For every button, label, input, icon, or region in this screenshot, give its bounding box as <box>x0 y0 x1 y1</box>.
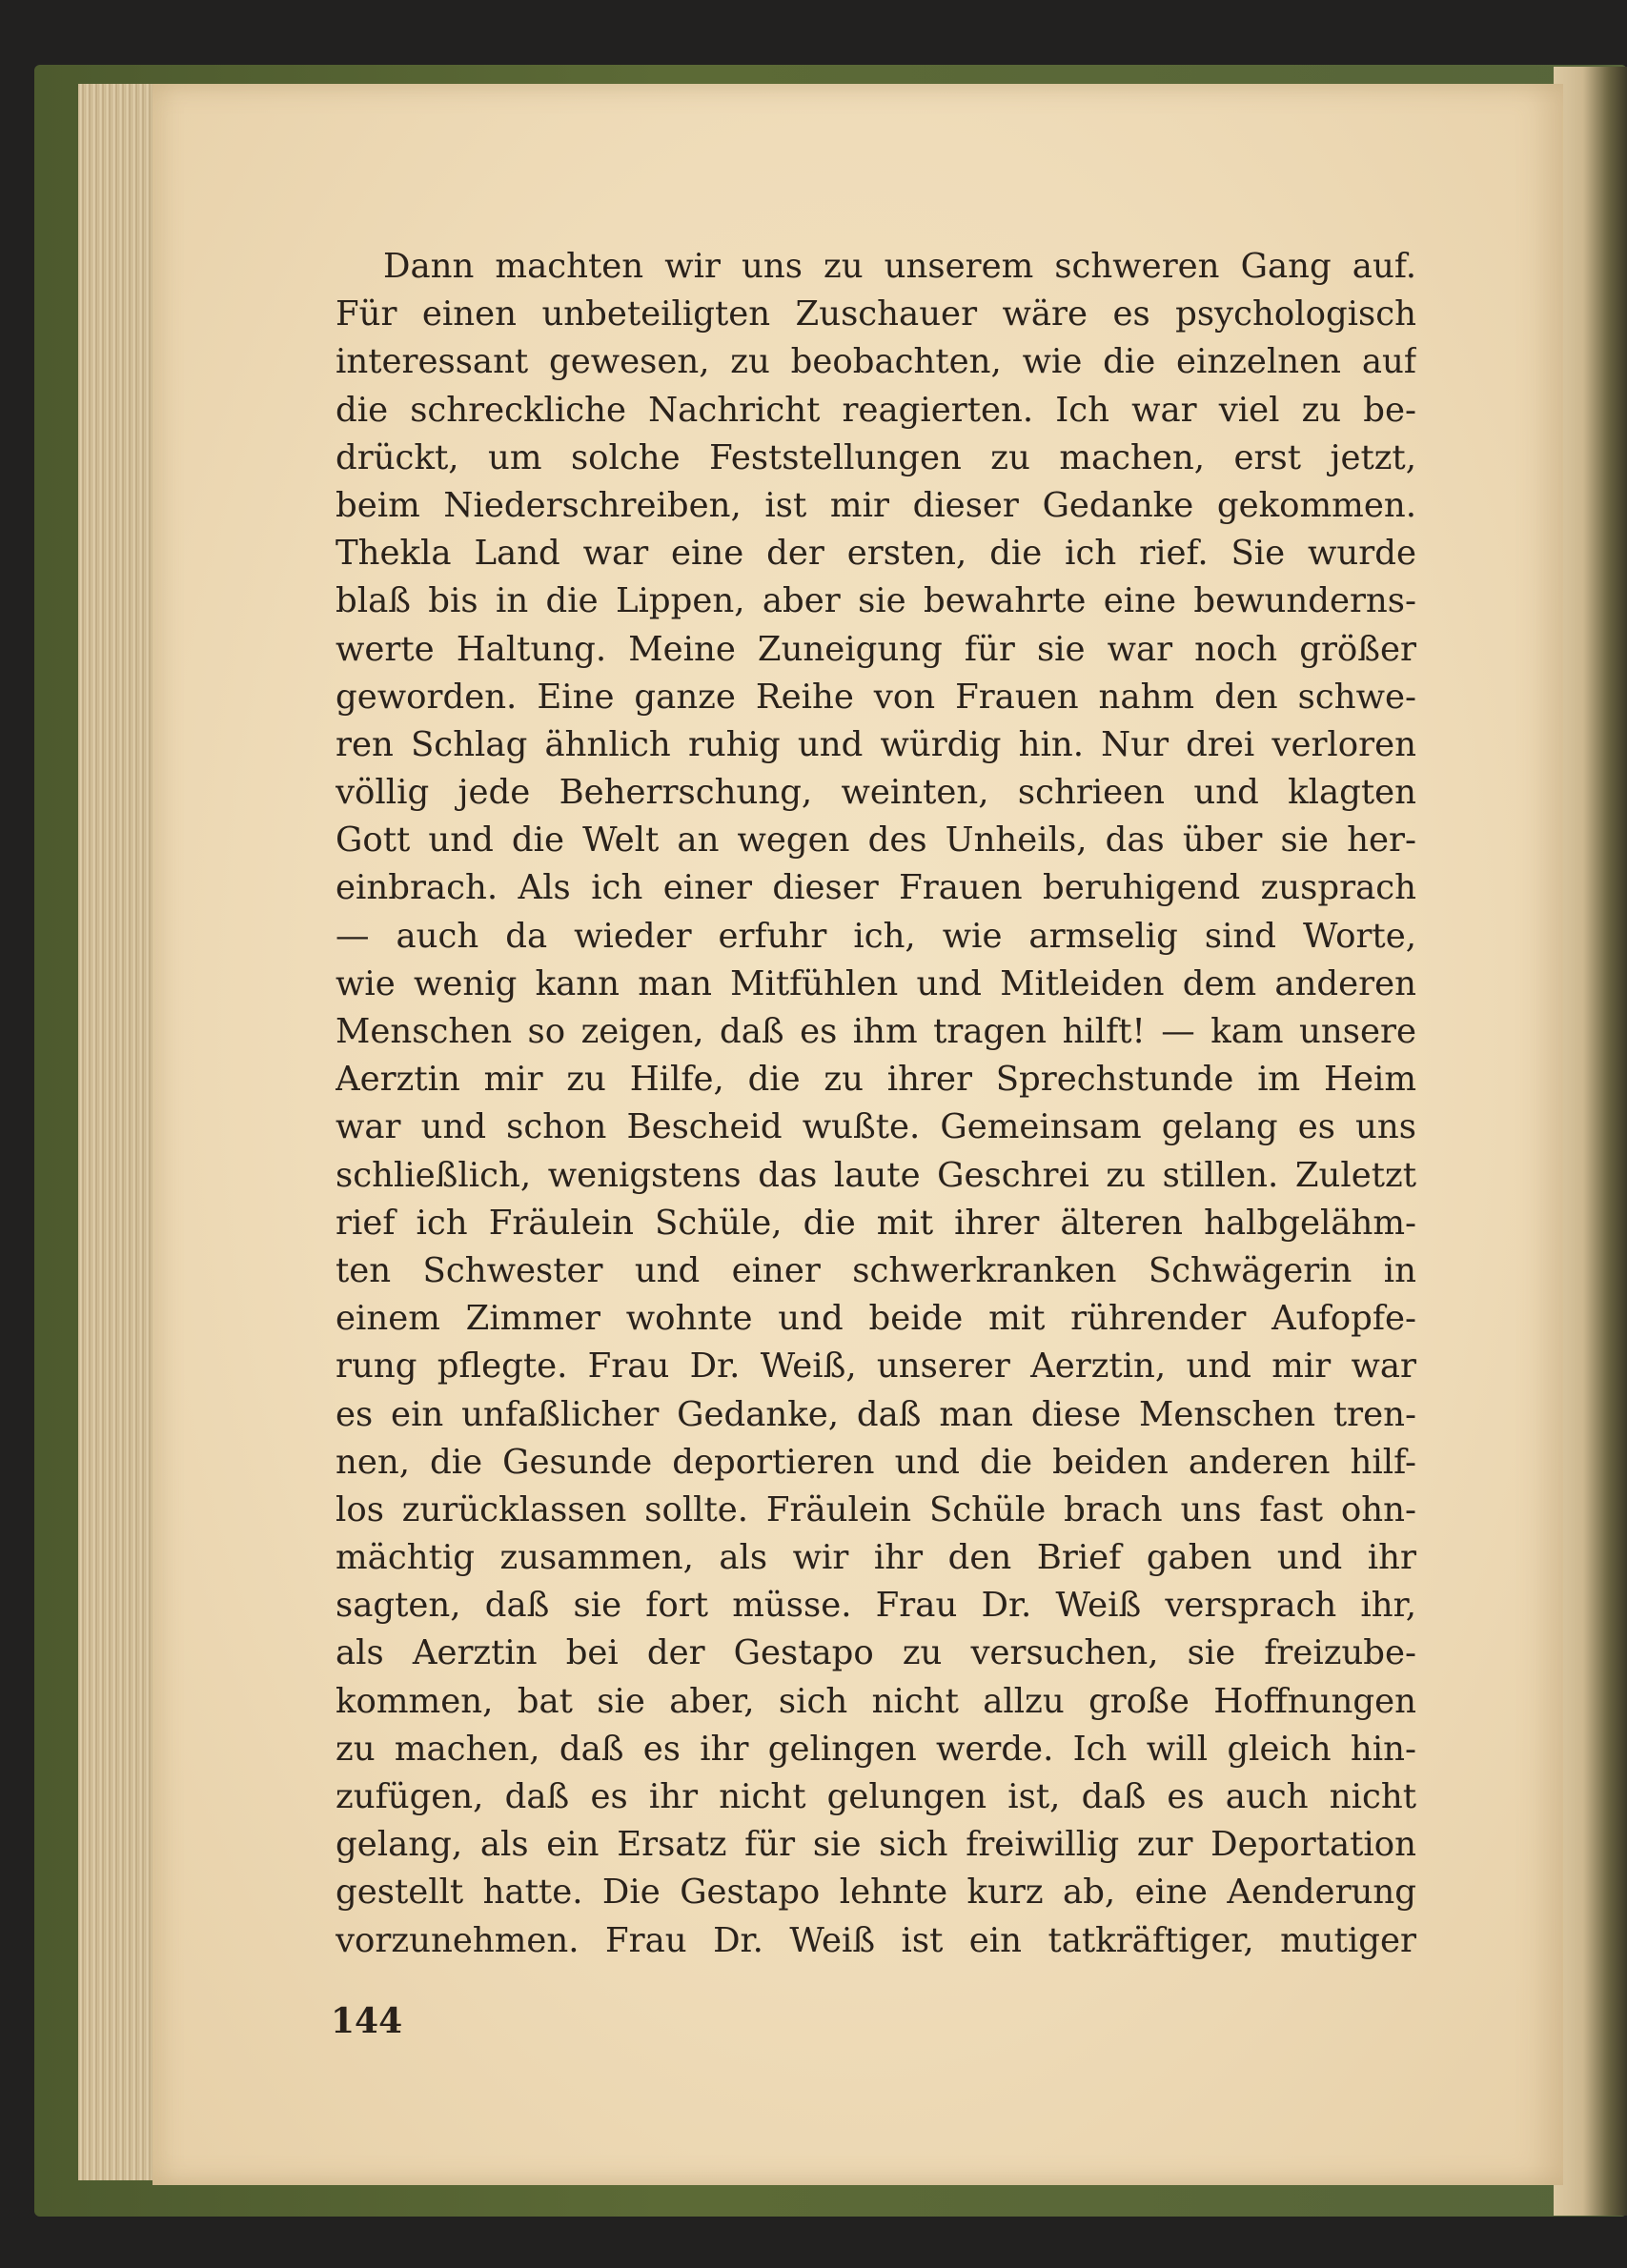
text-line: schließlich, wenigstens das laute Geschrei zu stillen. Zuletzt <box>336 1155 1416 1195</box>
text-line: völlig jede Beherrschung, weinten, schrieen und klagten <box>336 773 1416 813</box>
text-line: als Aerztin bei der Gestapo zu versuchen, sie freizube- <box>336 1633 1416 1673</box>
text-line: beim Niederschreiben, ist mir dieser Gedanke gekommen. <box>336 485 1416 525</box>
text-line: zu machen, daß es ihr gelingen werde. Ich will gleich hin- <box>336 1729 1416 1769</box>
text-line: los zurücklassen sollte. Fräulein Schüle brach uns fast ohn- <box>336 1489 1416 1529</box>
text-line: es ein unfaßlicher Gedanke, daß man diese Menschen tren- <box>336 1394 1416 1434</box>
text-line: wie wenig kann man Mitfühlen und Mitleiden dem anderen <box>336 963 1416 1003</box>
page-number: 144 <box>331 2001 403 2041</box>
text-line: interessant gewesen, zu beobachten, wie die einzelnen auf <box>336 342 1416 382</box>
text-line: drückt, um solche Feststellungen zu machen, erst jetzt, <box>336 437 1416 477</box>
text-line: Gott und die Welt an wegen des Unheils, das über sie her- <box>336 820 1416 861</box>
text-line: nen, die Gesunde deportieren und die beiden anderen hilf- <box>336 1442 1416 1482</box>
text-line: mächtig zusammen, als wir ihr den Brief gaben und ihr <box>336 1538 1416 1578</box>
text-line: rief ich Fräulein Schüle, die mit ihrer älteren halbgelähm- <box>336 1203 1416 1243</box>
text-line: — auch da wieder erfuhr ich, wie armselig sind Worte, <box>336 916 1416 956</box>
text-line: blaß bis in die Lippen, aber sie bewahrte eine bewunderns- <box>336 581 1416 621</box>
text-line: gelang, als ein Ersatz für sie sich freiwillig zur Deportation <box>336 1825 1416 1865</box>
text-line: Für einen unbeteiligten Zuschauer wäre es psychologisch <box>336 294 1416 334</box>
text-line: vorzunehmen. Frau Dr. Weiß ist ein tatkräftiger, mutiger <box>336 1920 1416 1960</box>
text-line: Menschen so zeigen, daß es ihm tragen hilft! — kam unsere <box>336 1012 1416 1051</box>
text-line: zufügen, daß es ihr nicht gelungen ist, daß es auch nicht <box>336 1777 1416 1816</box>
text-line: rung pflegte. Frau Dr. Weiß, unserer Aerztin, und mir war <box>336 1347 1416 1387</box>
text-line: ren Schlag ähnlich ruhig und würdig hin. Nur drei verloren <box>336 724 1416 764</box>
book-gutter <box>1554 67 1627 2216</box>
text-line: Dann machten wir uns zu unserem schweren Gang auf. <box>383 247 1416 286</box>
text-line: geworden. Eine ganze Reihe von Frauen nahm den schwe- <box>336 677 1416 717</box>
text-line: war und schon Bescheid wußte. Gemeinsam gelang es uns <box>336 1107 1416 1147</box>
text-line: gestellt hatte. Die Gestapo lehnte kurz ab, eine Aenderung <box>336 1873 1416 1913</box>
text-line: ten Schwester und einer schwerkranken Schwägerin in <box>336 1250 1416 1290</box>
page-edges <box>78 84 164 2180</box>
text-line: die schreckliche Nachricht reagierten. Ich war viel zu be- <box>336 390 1416 430</box>
text-line: Thekla Land war eine der ersten, die ich rief. Sie wurde <box>336 534 1416 574</box>
text-line: kommen, bat sie aber, sich nicht allzu große Hoffnungen <box>336 1681 1416 1721</box>
text-line: einbrach. Als ich einer dieser Frauen beruhigend zusprach <box>336 868 1416 908</box>
text-line: einem Zimmer wohnte und beide mit rührender Aufopfe- <box>336 1299 1416 1339</box>
text-line: sagten, daß sie fort müsse. Frau Dr. Weiß versprach ihr, <box>336 1586 1416 1626</box>
text-line: Aerztin mir zu Hilfe, die zu ihrer Sprechstunde im Heim <box>336 1060 1416 1100</box>
text-line: werte Haltung. Meine Zuneigung für sie war noch größer <box>336 629 1416 669</box>
body-text <box>336 243 1416 1965</box>
